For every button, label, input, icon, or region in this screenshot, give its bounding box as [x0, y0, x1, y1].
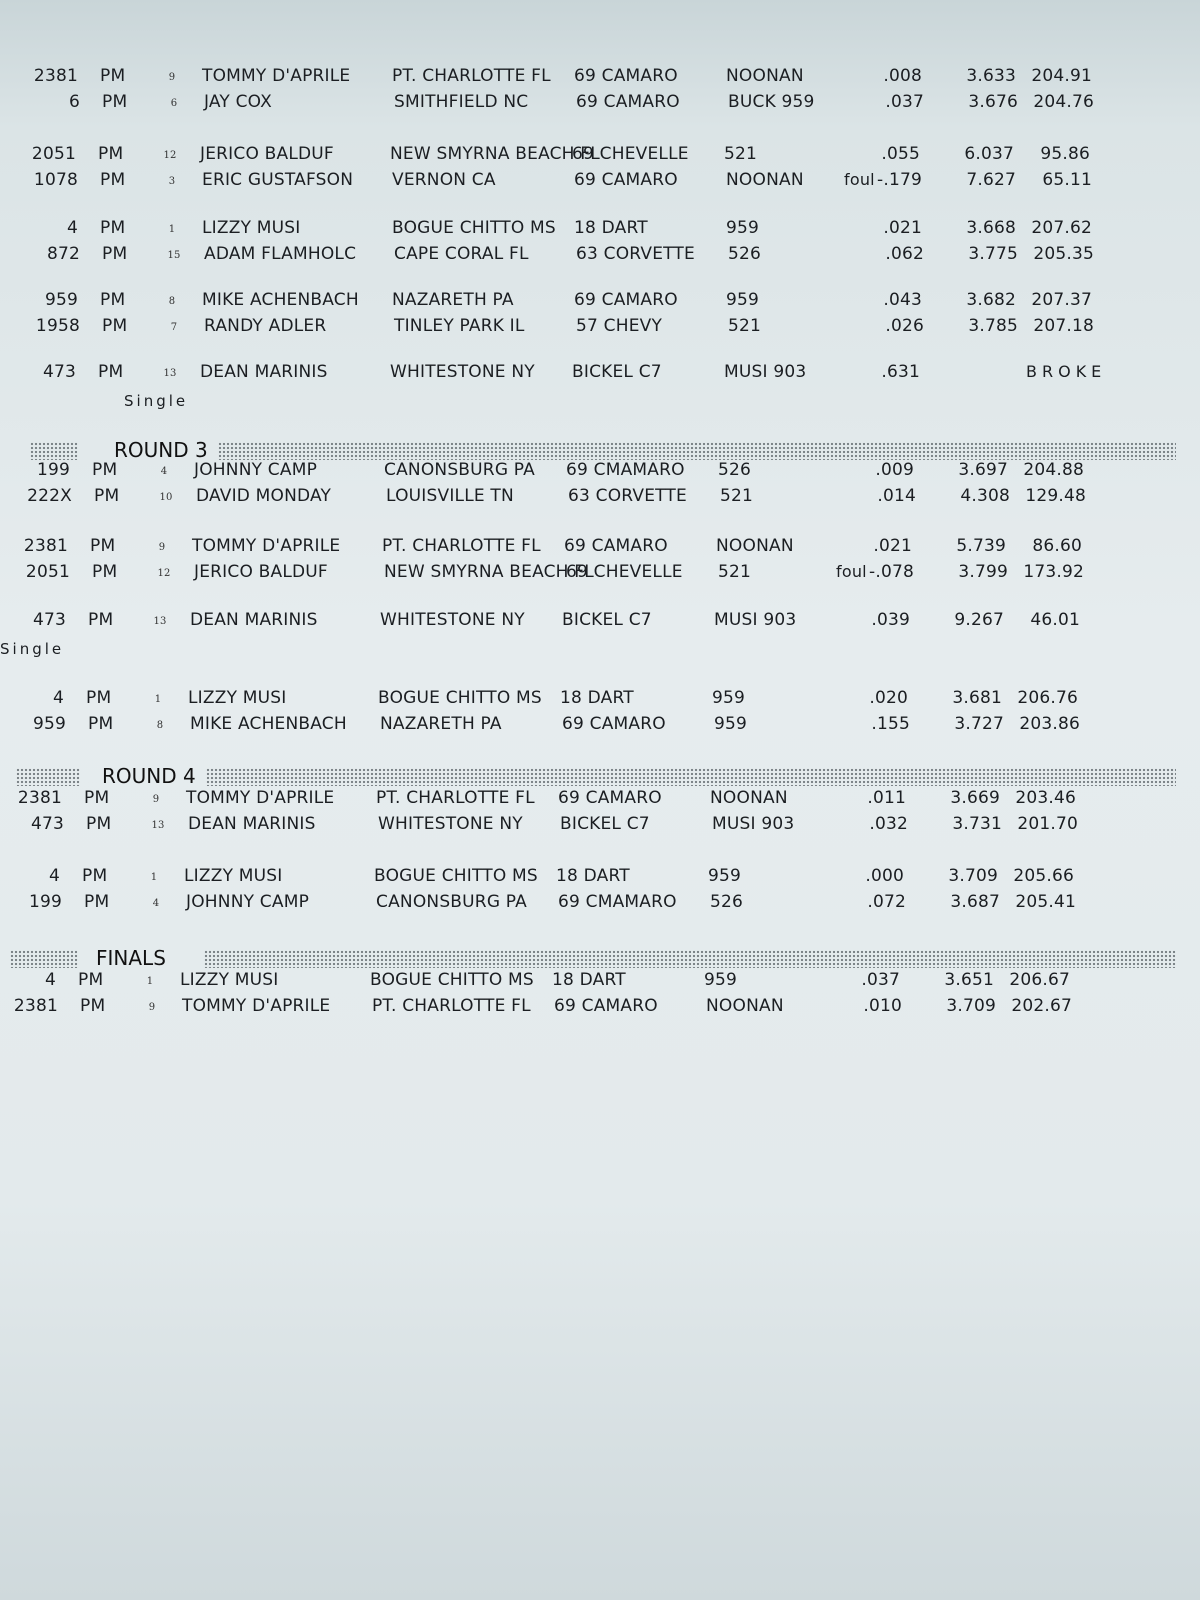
engine-name: 521 [720, 486, 754, 506]
car-number: 4 [48, 866, 60, 886]
result-row [0, 486, 1200, 512]
engine-name: BUCK 959 [728, 92, 815, 112]
elapsed-time: 3.668 [966, 218, 1016, 238]
speed-mph: 205.41 [1015, 892, 1076, 912]
car-number: 959 [32, 714, 66, 734]
foul-flag: foul [836, 562, 867, 581]
result-row [0, 362, 1200, 388]
halftone-divider [218, 442, 1176, 460]
result-row [0, 290, 1200, 316]
reaction-time: .021 [883, 218, 922, 238]
car-model: 69 CAMARO [574, 66, 678, 86]
speed-mph: 204.91 [1031, 66, 1092, 86]
engine-name: 959 [726, 218, 760, 238]
engine-name: 521 [724, 144, 758, 164]
qualifying-position: 1 [150, 872, 158, 883]
engine-name: 959 [708, 866, 742, 886]
class-label: PM [84, 892, 110, 912]
driver-name: TOMMY D'APRILE [202, 66, 351, 86]
result-row [0, 788, 1200, 814]
hometown: NAZARETH PA [380, 714, 502, 734]
result-row [0, 866, 1200, 892]
car-model: 18 DART [556, 866, 630, 886]
driver-name: JOHNNY CAMP [194, 460, 318, 480]
result-row [0, 892, 1200, 918]
speed-mph: 129.48 [1025, 486, 1086, 506]
hometown: CAPE CORAL FL [394, 244, 529, 264]
class-label: PM [80, 996, 106, 1016]
qualifying-position: 9 [168, 72, 176, 83]
class-label: PM [90, 536, 116, 556]
reaction-time: .014 [877, 486, 916, 506]
engine-name: NOONAN [710, 788, 788, 808]
hometown: PT. CHARLOTTE FL [372, 996, 531, 1016]
hometown: PT. CHARLOTTE FL [392, 66, 551, 86]
elapsed-time: 3.799 [958, 562, 1008, 582]
driver-name: ERIC GUSTAFSON [202, 170, 354, 190]
reaction-time: .009 [875, 460, 914, 480]
elapsed-time: 3.697 [958, 460, 1008, 480]
engine-name: NOONAN [706, 996, 784, 1016]
result-row [0, 170, 1200, 196]
class-label: PM [98, 362, 124, 382]
elapsed-time: 3.709 [948, 866, 998, 886]
car-number: 473 [42, 362, 76, 382]
hometown: PT. CHARLOTTE FL [376, 788, 535, 808]
halftone-divider [204, 950, 1176, 968]
car-model: BICKEL C7 [572, 362, 662, 382]
driver-name: TOMMY D'APRILE [186, 788, 335, 808]
speed-mph: 95.86 [1040, 144, 1090, 164]
car-number: 959 [44, 290, 78, 310]
reaction-time: .010 [863, 996, 902, 1016]
result-row [0, 610, 1200, 636]
qualifying-position: 9 [148, 1002, 156, 1013]
driver-name: MIKE ACHENBACH [190, 714, 347, 734]
result-row [0, 536, 1200, 562]
car-number: 222X [27, 486, 72, 506]
reaction-time: .000 [865, 866, 904, 886]
engine-name: MUSI 903 [714, 610, 797, 630]
class-label: PM [78, 970, 104, 990]
race-pairing [0, 610, 1200, 658]
car-model: 69 CAMARO [564, 536, 668, 556]
qualifying-position: 4 [160, 466, 168, 477]
qualifying-position: 13 [163, 368, 177, 379]
car-number: 199 [36, 460, 70, 480]
speed-mph: 202.67 [1011, 996, 1072, 1016]
reaction-time: .155 [871, 714, 910, 734]
engine-name: 959 [726, 290, 760, 310]
qualifying-position: 7 [170, 322, 178, 333]
driver-name: LIZZY MUSI [202, 218, 301, 238]
hometown: WHITESTONE NY [378, 814, 523, 834]
qualifying-position: 8 [156, 720, 164, 731]
engine-name: 521 [728, 316, 762, 336]
hometown: BOGUE CHITTO MS [378, 688, 542, 708]
car-number: 2381 [23, 536, 68, 556]
result-row [0, 688, 1200, 714]
qualifying-position: 4 [152, 898, 160, 909]
car-model: 69 CAMARO [562, 714, 666, 734]
qualifying-position: 12 [157, 568, 171, 579]
speed-mph: 204.76 [1033, 92, 1094, 112]
hometown: WHITESTONE NY [380, 610, 525, 630]
reaction-time: .011 [867, 788, 906, 808]
engine-name: NOONAN [726, 170, 804, 190]
car-model: BICKEL C7 [560, 814, 650, 834]
car-model: 69 CAMARO [574, 170, 678, 190]
car-model: 63 CORVETTE [568, 486, 687, 506]
race-pairing [0, 788, 1200, 840]
class-label: PM [102, 244, 128, 264]
hometown: WHITESTONE NY [390, 362, 535, 382]
halftone-divider [10, 950, 78, 968]
car-number: 4 [44, 970, 56, 990]
driver-name: LIZZY MUSI [188, 688, 287, 708]
result-row [0, 218, 1200, 244]
result-row [0, 92, 1200, 118]
elapsed-time: 3.785 [968, 316, 1018, 336]
race-pairing [0, 688, 1200, 740]
reaction-time: .062 [885, 244, 924, 264]
driver-name: TOMMY D'APRILE [182, 996, 331, 1016]
engine-name: 521 [718, 562, 752, 582]
class-label: PM [102, 316, 128, 336]
speed-mph: 173.92 [1023, 562, 1084, 582]
class-label: PM [94, 486, 120, 506]
engine-name: 526 [718, 460, 752, 480]
class-label: PM [92, 460, 118, 480]
class-label: PM [100, 170, 126, 190]
car-model: 69 CMAMARO [566, 460, 685, 480]
qualifying-position: 3 [168, 176, 176, 187]
car-model: 69 CAMARO [576, 92, 680, 112]
round-title: ROUND 3 [114, 438, 208, 462]
car-model: BICKEL C7 [562, 610, 652, 630]
car-number: 473 [32, 610, 66, 630]
driver-name: TOMMY D'APRILE [192, 536, 341, 556]
result-row [0, 814, 1200, 840]
reaction-time: .008 [883, 66, 922, 86]
qualifying-position: 13 [151, 820, 165, 831]
speed-mph: 203.86 [1019, 714, 1080, 734]
elapsed-time: 3.687 [950, 892, 1000, 912]
hometown: NEW SMYRNA BEACH FL [384, 562, 594, 582]
driver-name: MIKE ACHENBACH [202, 290, 359, 310]
car-model: 69 CHEVELLE [572, 144, 689, 164]
engine-name: MUSI 903 [724, 362, 807, 382]
driver-name: JAY COX [204, 92, 273, 112]
result-row [0, 316, 1200, 342]
speed-mph: 205.66 [1013, 866, 1074, 886]
speed-mph: 207.62 [1031, 218, 1092, 238]
engine-name: MUSI 903 [712, 814, 795, 834]
qualifying-position: 10 [159, 492, 173, 503]
driver-name: DEAN MARINIS [188, 814, 316, 834]
elapsed-time: 7.627 [966, 170, 1016, 190]
driver-name: JOHNNY CAMP [186, 892, 310, 912]
speed-mph: 207.37 [1031, 290, 1092, 310]
reaction-time: -.179 [877, 170, 922, 190]
car-number: 2381 [13, 996, 58, 1016]
engine-name: NOONAN [716, 536, 794, 556]
car-number: 6 [68, 92, 80, 112]
hometown: BOGUE CHITTO MS [392, 218, 556, 238]
elapsed-time: 3.676 [968, 92, 1018, 112]
result-row [0, 460, 1200, 486]
car-number: 199 [28, 892, 62, 912]
halftone-divider [16, 768, 80, 786]
broke-status: BROKE [1026, 362, 1107, 381]
engine-name: 959 [714, 714, 748, 734]
car-model: 57 CHEVY [576, 316, 663, 336]
race-pairing [0, 536, 1200, 588]
foul-flag: foul [844, 170, 875, 189]
reaction-time: .631 [881, 362, 920, 382]
speed-mph: 206.67 [1009, 970, 1070, 990]
reaction-time: .043 [883, 290, 922, 310]
car-number: 872 [46, 244, 80, 264]
car-number: 2051 [25, 562, 70, 582]
car-number: 473 [30, 814, 64, 834]
hometown: NAZARETH PA [392, 290, 514, 310]
race-pairing [0, 290, 1200, 342]
class-label: PM [100, 66, 126, 86]
engine-name: 526 [710, 892, 744, 912]
race-pairing [0, 460, 1200, 512]
elapsed-time: 5.739 [956, 536, 1006, 556]
car-model: 69 CHEVELLE [566, 562, 683, 582]
hometown: NEW SMYRNA BEACH FL [390, 144, 600, 164]
qualifying-position: 9 [158, 542, 166, 553]
speed-mph: 206.76 [1017, 688, 1078, 708]
race-pairing [0, 144, 1200, 196]
result-row [0, 244, 1200, 270]
hometown: TINLEY PARK IL [394, 316, 525, 336]
qualifying-position: 8 [168, 296, 176, 307]
hometown: CANONSBURG PA [376, 892, 527, 912]
class-label: PM [88, 610, 114, 630]
elapsed-time: 3.681 [952, 688, 1002, 708]
speed-mph: 203.46 [1015, 788, 1076, 808]
result-row [0, 144, 1200, 170]
race-pairing [0, 362, 1200, 410]
car-number: 2381 [33, 66, 78, 86]
result-row [0, 66, 1200, 92]
result-row [0, 714, 1200, 740]
hometown: PT. CHARLOTTE FL [382, 536, 541, 556]
class-label: PM [98, 144, 124, 164]
elapsed-time: 3.709 [946, 996, 996, 1016]
hometown: CANONSBURG PA [384, 460, 535, 480]
reaction-time: .032 [869, 814, 908, 834]
hometown: LOUISVILLE TN [386, 486, 514, 506]
speed-mph: 207.18 [1033, 316, 1094, 336]
elapsed-time: 6.037 [964, 144, 1014, 164]
driver-name: DEAN MARINIS [190, 610, 318, 630]
elapsed-time: 3.775 [968, 244, 1018, 264]
car-model: 69 CMAMARO [558, 892, 677, 912]
elapsed-time: 3.669 [950, 788, 1000, 808]
qualifying-position: 9 [152, 794, 160, 805]
hometown: VERNON CA [392, 170, 496, 190]
class-label: PM [100, 218, 126, 238]
result-row [0, 996, 1200, 1022]
halftone-divider [30, 442, 78, 460]
driver-name: RANDY ADLER [204, 316, 327, 336]
engine-name: 526 [728, 244, 762, 264]
elapsed-time: 3.727 [954, 714, 1004, 734]
driver-name: JERICO BALDUF [200, 144, 334, 164]
speed-mph: 205.35 [1033, 244, 1094, 264]
race-pairing [0, 218, 1200, 270]
hometown: BOGUE CHITTO MS [374, 866, 538, 886]
car-model: 18 DART [560, 688, 634, 708]
car-model: 69 CAMARO [558, 788, 662, 808]
qualifying-position: 15 [167, 250, 181, 261]
engine-name: 959 [704, 970, 738, 990]
speed-mph: 86.60 [1032, 536, 1082, 556]
car-model: 69 CAMARO [554, 996, 658, 1016]
elapsed-time: 3.651 [944, 970, 994, 990]
car-model: 18 DART [574, 218, 648, 238]
single-run-label: Single [0, 640, 65, 658]
reaction-time: .020 [869, 688, 908, 708]
driver-name: DAVID MONDAY [196, 486, 332, 506]
elapsed-time: 9.267 [954, 610, 1004, 630]
engine-name: 959 [712, 688, 746, 708]
car-number: 1958 [35, 316, 80, 336]
single-run-label: Single [124, 392, 189, 410]
driver-name: LIZZY MUSI [180, 970, 279, 990]
result-row [0, 562, 1200, 588]
race-pairing [0, 866, 1200, 918]
reaction-time: .021 [873, 536, 912, 556]
class-label: PM [88, 714, 114, 734]
elapsed-time: 3.682 [966, 290, 1016, 310]
car-model: 18 DART [552, 970, 626, 990]
class-label: PM [92, 562, 118, 582]
class-label: PM [102, 92, 128, 112]
race-pairing [0, 970, 1200, 1022]
qualifying-position: 1 [154, 694, 162, 705]
engine-name: NOONAN [726, 66, 804, 86]
reaction-time: .037 [861, 970, 900, 990]
round-title: ROUND 4 [102, 764, 196, 788]
car-number: 4 [52, 688, 64, 708]
reaction-time: .026 [885, 316, 924, 336]
car-number: 4 [66, 218, 78, 238]
reaction-time: -.078 [869, 562, 914, 582]
result-row [0, 970, 1200, 996]
class-label: PM [82, 866, 108, 886]
elapsed-time: 3.731 [952, 814, 1002, 834]
car-number: 2051 [31, 144, 76, 164]
qualifying-position: 12 [163, 150, 177, 161]
reaction-time: .039 [871, 610, 910, 630]
elapsed-time: 4.308 [960, 486, 1010, 506]
reaction-time: .055 [881, 144, 920, 164]
car-number: 1078 [33, 170, 78, 190]
round-title: FINALS [96, 946, 166, 970]
hometown: BOGUE CHITTO MS [370, 970, 534, 990]
reaction-time: .037 [885, 92, 924, 112]
qualifying-position: 1 [146, 976, 154, 987]
qualifying-position: 6 [170, 98, 178, 109]
speed-mph: 46.01 [1030, 610, 1080, 630]
hometown: SMITHFIELD NC [394, 92, 529, 112]
halftone-divider [206, 768, 1176, 786]
reaction-time: .072 [867, 892, 906, 912]
class-label: PM [86, 688, 112, 708]
class-label: PM [100, 290, 126, 310]
class-label: PM [86, 814, 112, 834]
driver-name: DEAN MARINIS [200, 362, 328, 382]
speed-mph: 65.11 [1042, 170, 1092, 190]
class-label: PM [84, 788, 110, 808]
car-number: 2381 [17, 788, 62, 808]
speed-mph: 201.70 [1017, 814, 1078, 834]
driver-name: ADAM FLAMHOLC [204, 244, 357, 264]
elapsed-time: 3.633 [966, 66, 1016, 86]
car-model: 63 CORVETTE [576, 244, 695, 264]
qualifying-position: 13 [153, 616, 167, 627]
driver-name: LIZZY MUSI [184, 866, 283, 886]
speed-mph: 204.88 [1023, 460, 1084, 480]
driver-name: JERICO BALDUF [194, 562, 328, 582]
race-pairing [0, 66, 1200, 118]
qualifying-position: 1 [168, 224, 176, 235]
car-model: 69 CAMARO [574, 290, 678, 310]
